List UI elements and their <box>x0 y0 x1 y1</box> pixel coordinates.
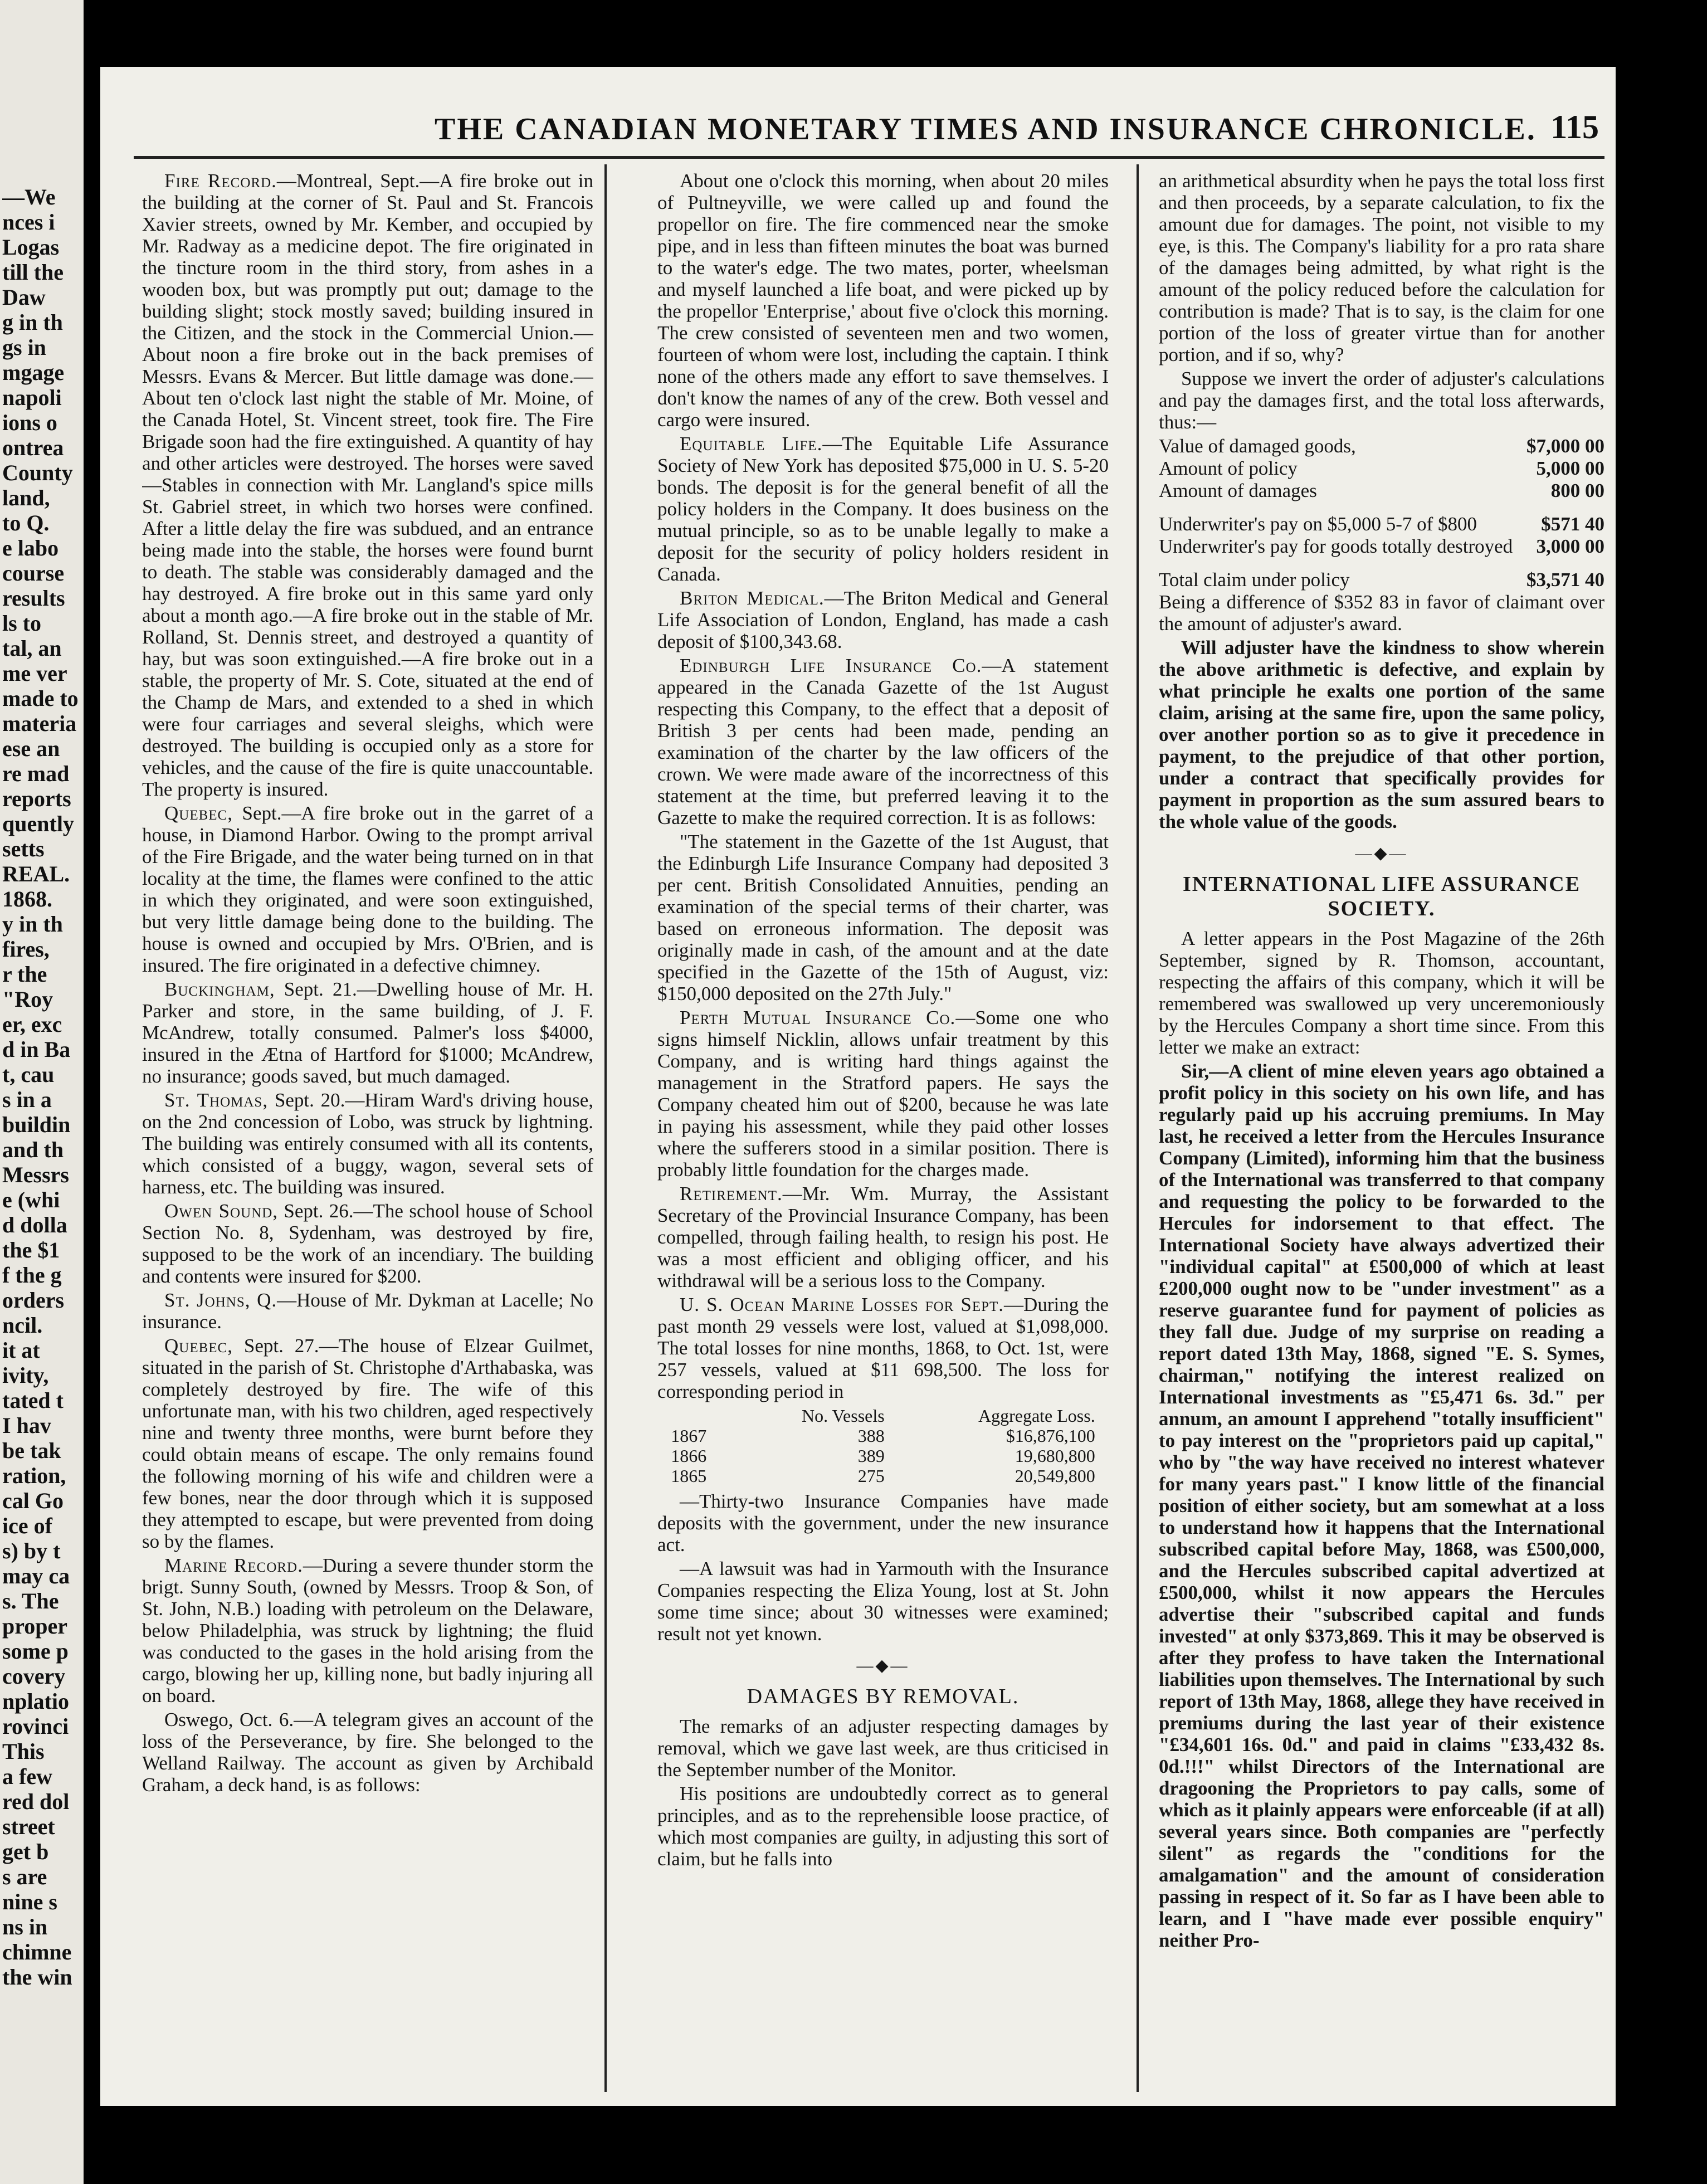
st-thomas-article <box>142 1089 593 1198</box>
table-cell: Amount of damages <box>1159 480 1317 501</box>
fire-record-article <box>142 170 593 800</box>
deposits-note: —Thirty-two Insurance Companies have made deposits with the government, under the new insurance act. <box>657 1490 1109 1556</box>
article-lead: Fire Record. <box>164 170 277 192</box>
table-row <box>671 1466 1095 1486</box>
facing-page-fragment: I hav <box>2 1413 51 1438</box>
article-text: —Montreal, Sept.—A fire broke out in the building at the corner of St. Paul and St. Francois Xavier streets, owned by Mr. Kember, and occupied by Mr. Radway as a medicine depot. The fire originated in the tincture room in the third story, from ashes in a wooden box, but was promptly put out; damage to the building slight; stock mostly saved; building insured in the Citizen, and the stock in the Commercial Union.—About noon a fire broke out in the back premises of Messrs. Evans & Mercer. But little damage was done.—About ten o'clock last night the stable of Mr. Moine, of the Canada Hotel, St. Vincent street, took fire. The Fire Brigade soon had the fire extinguished. A quantity of hay and other articles were destroyed. The horses were saved—Stables in connection with Mr. Langland's spice mills St. Gabriel street, in which two horses were confined. After a little delay the fire was subdued, and an entrance being made into the stable, the horses were found burnt to death. The stable was considerably damaged and the hay destroyed. A fire broke out in this same yard only about a month ago.—A fire broke out in the stable of Mr. Rolland, St. Dennis street, and destroyed a quantity of hay, but was soon extinguished.—A fire broke out in a stable, the property of Mr. S. Cote, situated at the end of the Champ de Mars, and extended to a shed in which were four carriages and several sleighs, which were destroyed. The building is occupied only as a store for vehicles, and the cause of the fire is quite unaccountable. The property is insured. <box>142 170 593 800</box>
marine-record-article <box>142 1554 593 1707</box>
facing-page-fragment: reports <box>2 786 71 811</box>
column-3 <box>1159 170 1604 2092</box>
st-johns-article <box>142 1289 593 1333</box>
article-lead: Perth Mutual Insurance Co. <box>680 1007 956 1028</box>
facing-page-fragment: some p <box>2 1639 69 1664</box>
facing-page-fragment: a few <box>2 1764 52 1789</box>
table-cell: $3,571 40 <box>1526 569 1604 591</box>
facing-page-fragment: ice of <box>2 1513 58 1538</box>
facing-page-fragment: mgage <box>2 360 65 385</box>
facing-page-fragment: e labo <box>2 535 59 560</box>
facing-page-fragment: till the <box>2 260 64 285</box>
facing-page-fragment: 1868. <box>2 886 52 911</box>
facing-page-fragment: nplatio <box>2 1689 70 1714</box>
table-cell: Total claim under policy <box>1159 569 1350 591</box>
facing-page-fragment: napoli <box>2 385 62 410</box>
article-lead: Briton Medical. <box>680 587 825 609</box>
table-row <box>1159 502 1604 535</box>
facing-page-edge <box>0 0 84 2184</box>
briton-medical-article <box>657 587 1109 652</box>
table-row <box>1159 435 1604 457</box>
table-cell: Amount of policy <box>1159 457 1298 479</box>
damages-body: His positions are undoubtedly correct as to general principles, and as to the reprehensible loose practice, of which most companies are guilty, in adjusting this sort of claim, but he falls into <box>657 1783 1109 1870</box>
table-cell: 20,549,800 <box>1015 1466 1095 1486</box>
facing-page-fragment: red dol <box>2 1789 70 1814</box>
facing-page-fragment: ration, <box>2 1463 66 1488</box>
facing-page-fragment: s are <box>2 1864 47 1889</box>
facing-page-fragment: d in Ba <box>2 1037 71 1062</box>
facing-page-fragment: materia <box>2 711 77 736</box>
newspaper-page <box>100 67 1616 2106</box>
table-header-cell: Aggregate Loss. <box>978 1406 1095 1426</box>
table-row <box>671 1446 1095 1466</box>
facing-page-fragment: s in a <box>2 1087 52 1112</box>
facing-page-fragment: and th <box>2 1137 64 1162</box>
article-text: —Some one who signs himself Nicklin, allows unfair treatment by this Company, and is writing hard things against the management in the Stratford papers. He says the Company cheated him out of $200, because he was late in paying his assessment, while they paid other losses where the sufferers stood in a similar position. There is probably little foundation for the charges made. <box>657 1007 1109 1181</box>
difference-note: Being a difference of $352 83 in favor of claimant over the amount of adjuster's award. <box>1159 591 1604 635</box>
article-lead: St. Thomas, <box>164 1089 269 1111</box>
facing-page-fragment: ivity, <box>2 1363 55 1388</box>
column-1 <box>142 170 593 2092</box>
facing-page-fragment: tal, an <box>2 636 62 661</box>
perseverance-account: About one o'clock this morning, when about 20 miles of Pultneyville, we were called up and found the propellor on fire. The fire commenced near the smoke pipe, and in less than fifteen minutes the boat was burned to the water's edge. The two mates, porter, wheelsman and myself launched a life boat, and were picked up by the propellor 'Enterprise,' about five o'clock this morning. The crew consisted of seventeen men and two women, fourteen of whom were lost, including the captain. I think none of the others made any effort to save themselves. I don't know the names of any of the crew. Both vessel and cargo were insured. <box>657 170 1109 431</box>
article-text: Sept. 26.—The school house of School Section No. 8, Sydenham, was destroyed by fire, supposed to be the work of an incendiary. The building and contents were insured for $200. <box>142 1200 593 1287</box>
masthead-title: THE CANADIAN MONETARY TIMES AND INSURANCE CHRONICLE. <box>435 112 1537 147</box>
article-lead: Quebec, <box>164 1335 233 1357</box>
facing-page-fragment: ontrea <box>2 435 64 460</box>
article-text: —House of Mr. Dykman at Lacelle; No insurance. <box>142 1289 593 1333</box>
facing-page-fragment: proper <box>2 1613 68 1639</box>
article-lead: Edinburgh Life Insurance Co. <box>680 655 982 676</box>
table-cell: 389 <box>857 1446 885 1466</box>
article-lead: Owen Sound, <box>164 1200 279 1222</box>
facing-page-fragment: County <box>2 460 73 485</box>
facing-page-fragment: This <box>2 1739 45 1764</box>
marine-losses-table <box>671 1406 1095 1486</box>
facing-page-fragment: s) by t <box>2 1538 61 1563</box>
article-text: —The Briton Medical and General Life Association of London, England, has made a cash deposit of $100,343.68. <box>657 587 1109 652</box>
retirement-article <box>657 1183 1109 1291</box>
international-letter: Sir,—A client of mine eleven years ago obtained a profit policy in this society on his own life, and has regularly paid up his accruing premiums. In May last, he received a letter from the Hercules Insurance Company (Limited), informing him that the business of the International was transferred to that company and requesting the policy to be forwarded to the Hercules for indorsement to that effect. The International Society have always advertized their "individual capital" at £500,000 of which at least £200,000 ought now to be "under investment" as a reserve guarantee fund for payment of policies as they fall due. Judge of my surprise on reading a report dated 13th May, 1868, signed "E. S. Symes, chairman," notifying the interest realized on International investments as "£5,471 6s. 3d." per annum, an amount I apprehend "totally insufficient" to pay interest on the "proprietors paid up capital," who by "the way have received no interest whatever for many years past." I know little of the financial position of either society, but am somewhat at a loss to understand how it happens that the International subscribed capital before May, 1868, was £500,000, and the Hercules subscribed capital advertized at £500,000, whilst it now appears the Hercules advertise their "subscribed capital and funds invested" at only $373,869. This it may be observed is after they profess to have taken the International liabilities upon themselves. The International by such report of 13th May, 1868, allege they have received in premiums during the last year of their existence "£34,601 16s. 0d." and paid in claims "£33,432 8s. 0d.!!!" whilst Directors of the International are dragooning the Proprietors to pay calls, some of which as it plainly appears were enforceable (if at all) several years since. Both companies are "perfectly silent" as regards the "conditions for the amalgamation" and the amount of consideration passing in respect of it. So far as I have been able to learn, and I "have made ever possible enquiry" neither Pro- <box>1159 1060 1604 1951</box>
table-cell: Value of damaged goods, <box>1159 435 1356 457</box>
facing-page-fragment: —We <box>2 184 56 209</box>
table-header-cell: No. Vessels <box>801 1406 885 1426</box>
facing-page-fragment: get b <box>2 1839 49 1864</box>
facing-page-fragment: d dolla <box>2 1212 67 1237</box>
table-cell: 3,000 00 <box>1536 535 1604 557</box>
claim-calculation-table <box>1159 435 1604 591</box>
facing-page-fragment: e (whi <box>2 1187 60 1212</box>
facing-page-fragment: s. The <box>2 1588 59 1613</box>
article-lead: Buckingham, <box>164 978 275 1000</box>
facing-page-fragment: buildin <box>2 1112 71 1137</box>
column-2 <box>657 170 1109 2092</box>
facing-page-fragment: gs in <box>2 335 46 360</box>
facing-page-fragment: land, <box>2 485 56 510</box>
article-text: Sept. 21.—Dwelling house of Mr. H. Parker and store, in the same building, of J. F. McAndrew, totally consumed. Palmer's loss $4000, insured in the Ætna of Hartford for $1000; McAndrew, no insurance; goods saved, but much damaged. <box>142 978 593 1087</box>
table-row <box>1159 558 1604 591</box>
table-header-row <box>671 1406 1095 1426</box>
article-text: —Mr. Wm. Murray, the Assistant Secretary of the Provincial Insurance Company, has been compelled, through failing health, to resign his post. He was a most efficient and obliging officer, and his withdrawal will be a serious loss to the Company. <box>657 1183 1109 1291</box>
marine-losses-article <box>657 1294 1109 1402</box>
article-text: Sept. 27.—The house of Elzear Guilmet, situated in the parish of St. Christophe d'Arthabaska, was completely destroyed by fire. The wife of this unfortunate man, with his two children, aged respectively nine and twenty three months, were burnt before they could obtain means of escape. The only remains found the following morning of his wife and children were a few bones, near the door through which it is supposed they attempted to escape, but were prevented from doing so by the flames. <box>142 1335 593 1552</box>
facing-page-fragment: setts <box>2 836 45 861</box>
table-row <box>1159 457 1604 480</box>
table-row <box>671 1426 1095 1446</box>
facing-page-fragment: REAL. <box>2 861 70 886</box>
article-text: Sept.—A fire broke out in the garret of a house, in Diamond Harbor. Owing to the prompt arrival of the Fire Brigade, and the water being turned on in that locality at the time, the flames were confined to the attic in which they originated, and were soon extinguished, but very little damage being done to the building. The house is owned and occupied by Mrs. O'Brien, and is insured. The fire originated in a defective chimney. <box>142 802 593 976</box>
article-text: —The Equitable Life Assurance Society of New York has deposited $75,000 in U. S. 5-20 bonds. The deposit is for the general benefit of all the policy holders in the Company. It does business on the mutual principle, so as to be unable legally to make a deposit for the security of policy holders resident in Canada. <box>657 433 1109 585</box>
facing-page-fragment: "Roy <box>2 987 53 1012</box>
facing-page-fragment: Logas <box>2 235 60 260</box>
facing-page-fragment: nces i <box>2 209 55 235</box>
column-divider-2 <box>1137 164 1139 2092</box>
table-cell: Underwriter's pay on $5,000 5-7 of $800 <box>1159 513 1477 535</box>
article-lead: Retirement. <box>680 1183 783 1205</box>
table-cell: $7,000 00 <box>1526 435 1604 457</box>
table-cell: $16,876,100 <box>1006 1426 1095 1446</box>
international-intro: A letter appears in the Post Magazine of the 26th September, signed by R. Thomson, accountant, respecting the affairs of this company, which it will be remembered was swallowed up very unceremoniously by the Hercules Company a short time since. From this letter we make an extract: <box>1159 928 1604 1058</box>
section-heading: INTERNATIONAL LIFE ASSURANCE SOCIETY. <box>1182 872 1581 920</box>
facing-page-fragment: street <box>2 1814 55 1839</box>
quebec-guilmet-article <box>142 1335 593 1552</box>
damages-continued: an arithmetical absurdity when he pays the total loss first and then proceeds, by a separate calculation, to fix the amount due for damages. The point, not visible to my eye, is this. The Company's liability for a pro rata share of the damages being admitted, by what right is the amount of the policy reduced before the calculation for contribution is made? That is to say, is the claim for one portion of the loss of greater virtue than for another portion, and if so, why? <box>1159 170 1604 365</box>
facing-page-fragment: ns in <box>2 1914 48 1939</box>
facing-page-fragment: it at <box>2 1338 40 1363</box>
table-header-cell <box>671 1406 735 1426</box>
facing-page-fragment: quently <box>2 811 74 836</box>
facing-page-fragment: fires, <box>2 937 55 962</box>
table-row <box>1159 480 1604 502</box>
article-lead: Quebec, <box>164 802 233 824</box>
facing-page-fragment: rovinci <box>2 1714 69 1739</box>
article-text: —A statement appeared in the Canada Gazette of the 1st August respecting this Company, to the effect that a deposit of British 3 per cents had been made, pending an examination of the charter by the law officers of the crown. We were made aware of the incorrectness of this statement at the time, but preferred leaving it to the Gazette to make the required correction. It is as follows: <box>657 655 1109 828</box>
table-cell: 800 00 <box>1550 480 1604 501</box>
article-lead: St. Johns, Q. <box>164 1289 277 1311</box>
damages-intro: The remarks of an adjuster respecting damages by removal, which we gave last week, are thus criticised in the September number of the Monitor. <box>657 1715 1109 1781</box>
facing-page-fragment: y in th <box>2 911 63 937</box>
facing-page-fragment: cal Go <box>2 1488 64 1513</box>
column-divider-1 <box>604 164 607 2092</box>
facing-page-fragment: ions o <box>2 410 57 435</box>
facing-page-fragment: results <box>2 586 65 611</box>
facing-page-fragment: the win <box>2 1964 72 1990</box>
table-cell: Underwriter's pay for goods totally destroyed <box>1159 535 1513 557</box>
facing-page-fragment: ese an <box>2 736 60 761</box>
equitable-life-article <box>657 433 1109 585</box>
damages-calculation-intro: Suppose we invert the order of adjuster's calculations and pay the damages first, and the total loss afterwards, thus:— <box>1159 368 1604 433</box>
table-cell: 1866 <box>671 1446 707 1466</box>
facing-page-fragment: g in th <box>2 310 63 335</box>
quebec-fire-article <box>142 802 593 976</box>
facing-page-fragment: ls to <box>2 611 41 636</box>
section-heading: DAMAGES BY REMOVAL. <box>747 1685 1020 1708</box>
table-cell: 19,680,800 <box>1015 1446 1095 1466</box>
facing-page-fragment: made to <box>2 686 79 711</box>
facing-page-fragment: may ca <box>2 1563 70 1588</box>
facing-page-fragment: course <box>2 560 65 586</box>
buckingham-article <box>142 978 593 1087</box>
facing-page-fragment: r the <box>2 962 47 987</box>
table-cell: 1867 <box>671 1426 707 1446</box>
facing-page-fragment: orders <box>2 1288 65 1313</box>
table-cell: 5,000 00 <box>1536 457 1604 479</box>
facing-page-fragment: chimne <box>2 1939 72 1964</box>
table-row <box>1159 535 1604 558</box>
facing-page-fragment: f the g <box>2 1262 62 1288</box>
facing-page-fragment: ncil. <box>2 1313 43 1338</box>
facing-page-fragment: to Q. <box>2 510 50 535</box>
section-ornament: —◆— <box>1355 844 1408 862</box>
facing-page-fragment: nine s <box>2 1889 57 1914</box>
oswego-article: Oswego, Oct. 6.—A telegram gives an account of the loss of the Perseverance, by fire. She belonged to the Welland Railway. The account as given by Archibald Graham, a deck hand, is as follows: <box>142 1709 593 1796</box>
facing-page-fragment: t, cau <box>2 1062 55 1087</box>
facing-page-fragment: the $1 <box>2 1237 60 1262</box>
page-header <box>100 111 1616 162</box>
adjuster-challenge: Will adjuster have the kindness to show wherein the above arithmetic is defective, and explain by what principle he exalts one portion of the same claim, arising at the same fire, upon the same policy, over another portion so as to give it precedence in payment, to the prejudice of that other portion, under a contract that specifically provides for payment in proportion as the sum assured bears to the whole value of the goods. <box>1159 637 1604 832</box>
facing-page-fragment: covery <box>2 1664 66 1689</box>
header-rule <box>134 156 1604 159</box>
article-text: —During a severe thunder storm the brigt. Sunny South, (owned by Messrs. Troop & Son, of St. John, N.B.) loading with petroleum on the Delaware, below Philadelphia, was struck by lightning; the fluid was conducted to the gases in the hold arising from the cargo, blowing her up, killing none, but badly injuring all on board. <box>142 1554 593 1707</box>
page-number: 115 <box>1550 109 1599 145</box>
table-cell: $571 40 <box>1541 513 1604 535</box>
facing-page-fragment: me ver <box>2 661 67 686</box>
edinburgh-life-article <box>657 655 1109 828</box>
table-cell: 275 <box>857 1466 885 1486</box>
yarmouth-lawsuit-note: —A lawsuit was had in Yarmouth with the Insurance Companies respecting the Eliza Young, lost at St. John some time since; about 30 witnesses were examined; result not yet known. <box>657 1558 1109 1645</box>
gazette-quote: "The statement in the Gazette of the 1st August, that the Edinburgh Life Insurance Company had deposited 3 per cent. British Consolidated Annuities, pending an examination of the special terms of their charter, was based on erroneous information. The deposit was originally made in cash, of the amount and at the date specified in the Gazette of the 15th of August, viz: $150,000 deposited on the 27th July." <box>657 831 1109 1005</box>
owen-sound-article <box>142 1200 593 1287</box>
section-ornament: —◆— <box>856 1656 910 1675</box>
article-text: Sept. 20.—Hiram Ward's driving house, on the 2nd concession of Lobo, was struck by lightning. The building was entirely consumed with all its contents, which consisted of a buggy, wagon, several sets of harness, etc. The building was insured. <box>142 1089 593 1198</box>
article-lead: U. S. Ocean Marine Losses for Sept. <box>680 1294 1004 1315</box>
article-lead: Marine Record. <box>164 1554 303 1576</box>
facing-page-fragment: Messrs <box>2 1162 69 1187</box>
facing-page-fragment: be tak <box>2 1438 61 1463</box>
article-text: —During the past month 29 vessels were lost, valued at $1,098,000. The total losses for nine months, 1868, to Oct. 1st, were 257 vessels, valued at $11 698,500. The loss for corresponding period in <box>657 1294 1109 1402</box>
facing-page-fragment: tated t <box>2 1388 64 1413</box>
facing-page-fragment: Daw <box>2 285 46 310</box>
table-cell: 1865 <box>671 1466 707 1486</box>
facing-page-fragment: re mad <box>2 761 70 786</box>
facing-page-fragment: er, exc <box>2 1012 62 1037</box>
table-cell: 388 <box>857 1426 885 1446</box>
article-lead: Equitable Life. <box>680 433 823 455</box>
perth-mutual-article <box>657 1007 1109 1181</box>
